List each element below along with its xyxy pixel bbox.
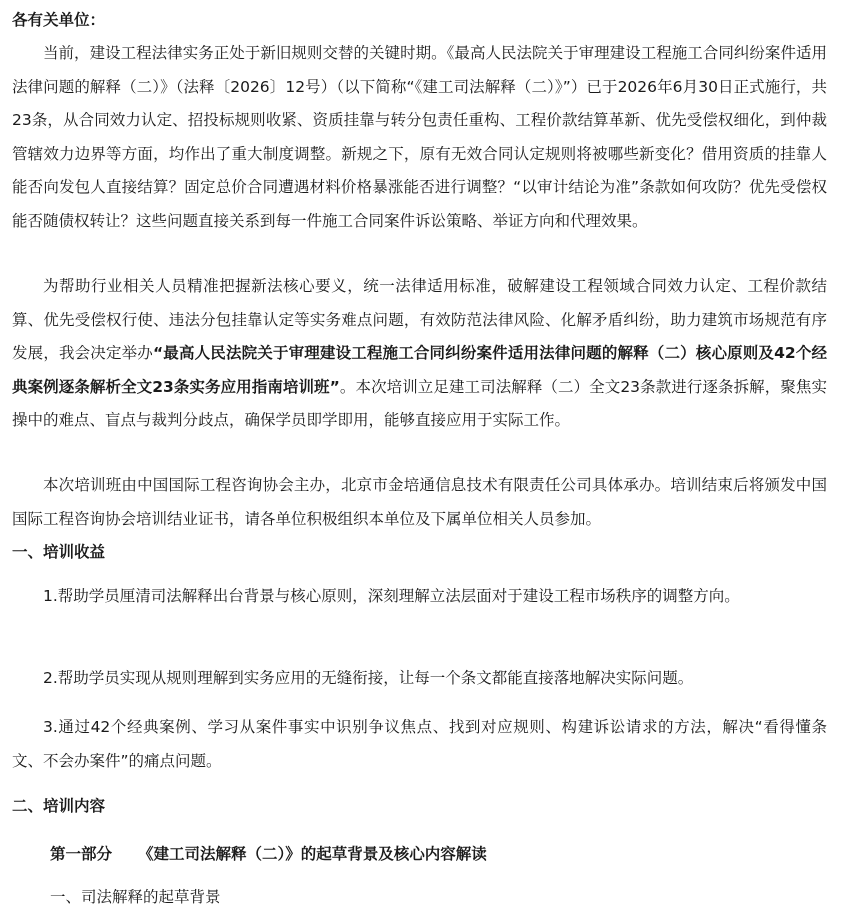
benefit-item-3: 3.通过42个经典案例、学习从案件事实中识别争议焦点、找到对应规则、构建诉讼请求的方法，解决“看得懂条文、不会办案件”的痛点问题。	[12, 718, 827, 770]
benefit-item-1: 1.帮助学员厘清司法解释出台背景与核心原则，深刻理解立法层面对于建设工程市场秩序的调整方向。	[43, 587, 740, 605]
intro-paragraph-2-tail: 。本次培训立足建工司法解释（二）全文23条款进行逐条拆解，聚焦实操中的难点、盲点与裁判分歧点，确保学员即学即用，能够直接应用于实际工作。	[12, 377, 827, 429]
intro-paragraph-2	[12, 270, 827, 438]
intro-paragraph-3: 本次培训班由中国国际工程咨询协会主办，北京市金培通信息技术有限责任公司具体承办。培训结束后将颁发中国国际工程咨询协会培训结业证书，请各单位积极组织本单位及下属单位相关人员参加。	[12, 476, 827, 528]
training-course-title: “最高人民法院关于审理建设工程施工合同纠纷案件适用法律问题的解释（二）核心原则及42个经典案例逐条解析全文23条实务应用指南培训班”	[12, 344, 827, 396]
part-label: 第一部分	[50, 845, 113, 863]
subsection-heading: 一、司法解释的起草背景	[50, 888, 221, 906]
part-title: 《建工司法解释（二）》的起草背景及核心内容解读	[138, 845, 487, 863]
benefit-item-2: 2.帮助学员实现从规则理解到实务应用的无缝衔接，让每一个条文都能直接落地解决实际问题。	[43, 669, 694, 687]
intro-paragraph-2-lead: 为帮助行业相关人员精准把握新法核心要义，统一法律适用标准，破解建设工程领域合同效力认定、工程价款结算、优先受偿权行使、违法分包挂靠认定等实务难点问题，有效防范法律风险、化解矛盾纠纷，助力建筑市场规范有序发展，我会决定举办	[12, 277, 827, 362]
part-one-heading	[50, 843, 487, 865]
section-heading-benefits: 一、培训收益	[12, 543, 106, 561]
intro-paragraph-1: 当前，建设工程法律实务正处于新旧规则交替的关键时期。《最高人民法院关于审理建设工程施工合同纠纷案件适用法律问题的解释（二）》（法释〔2026〕12号）（以下简称“《建工司法解释（二）》”）已于2026年6月30日正式施行，共23条，从合同效力认定、招投标规则收紧、资质挂靠与转分包责任重构、工程价款结算革新、优先受偿权细化，到仲裁管辖效力边界等方面，均作出了重大制度调整。新规之下，原有无效合同认定规则将被哪些新变化？借用资质的挂靠人能否向发包人直接结算？固定总价合同遭遇材料价格暴涨能否进行调整？“以审计结论为准”条款如何攻防？优先受偿权能否随债权转让？这些问题直接关系到每一件施工合同案件诉讼策略、举证方向和代理效果。	[12, 44, 827, 230]
salutation: 各有关单位：	[12, 11, 106, 29]
section-heading-content: 二、培训内容	[12, 797, 106, 815]
